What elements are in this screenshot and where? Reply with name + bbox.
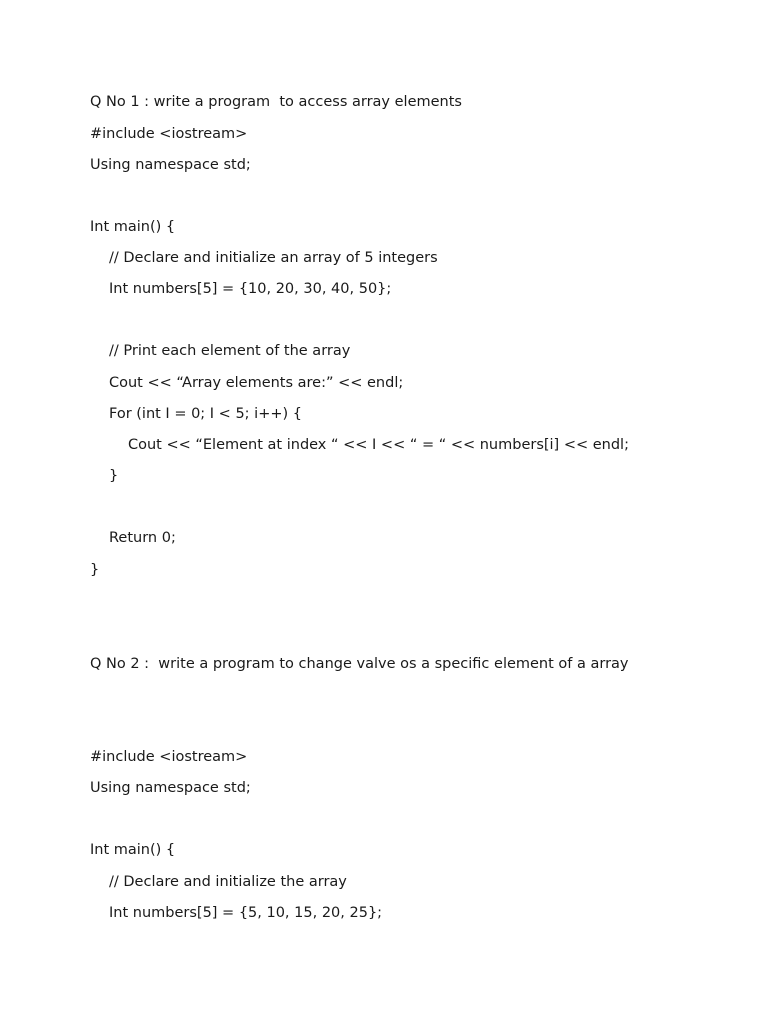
code-comment: // Declare and initialize the array <box>109 874 347 890</box>
code-line: Int main() { <box>90 842 176 858</box>
code-line: #include <iostream> <box>90 126 248 142</box>
question-1-heading: Q No 1 : write a program to access array elements <box>90 94 462 110</box>
code-comment: // Print each element of the array <box>109 343 351 359</box>
code-comment: // Declare and initialize an array of 5 integers <box>109 250 438 266</box>
code-line: Cout << “Element at index “ << I << “ = “ << numbers[i] << endl; <box>128 437 629 453</box>
code-line: } <box>109 468 119 484</box>
question-2-heading: Q No 2 : write a program to change valve os a specific element of a array <box>90 656 629 672</box>
code-line: Return 0; <box>109 530 176 546</box>
code-line: Int numbers[5] = {5, 10, 15, 20, 25}; <box>109 905 383 921</box>
code-line: Int main() { <box>90 219 176 235</box>
code-line: Cout << “Array elements are:” << endl; <box>109 375 404 391</box>
code-line: For (int I = 0; I < 5; i++) { <box>109 406 302 422</box>
code-line: Using namespace std; <box>90 157 251 173</box>
code-line: Int numbers[5] = {10, 20, 30, 40, 50}; <box>109 281 392 297</box>
code-line: Using namespace std; <box>90 780 251 796</box>
code-line: } <box>90 562 100 578</box>
code-line: #include <iostream> <box>90 749 248 765</box>
